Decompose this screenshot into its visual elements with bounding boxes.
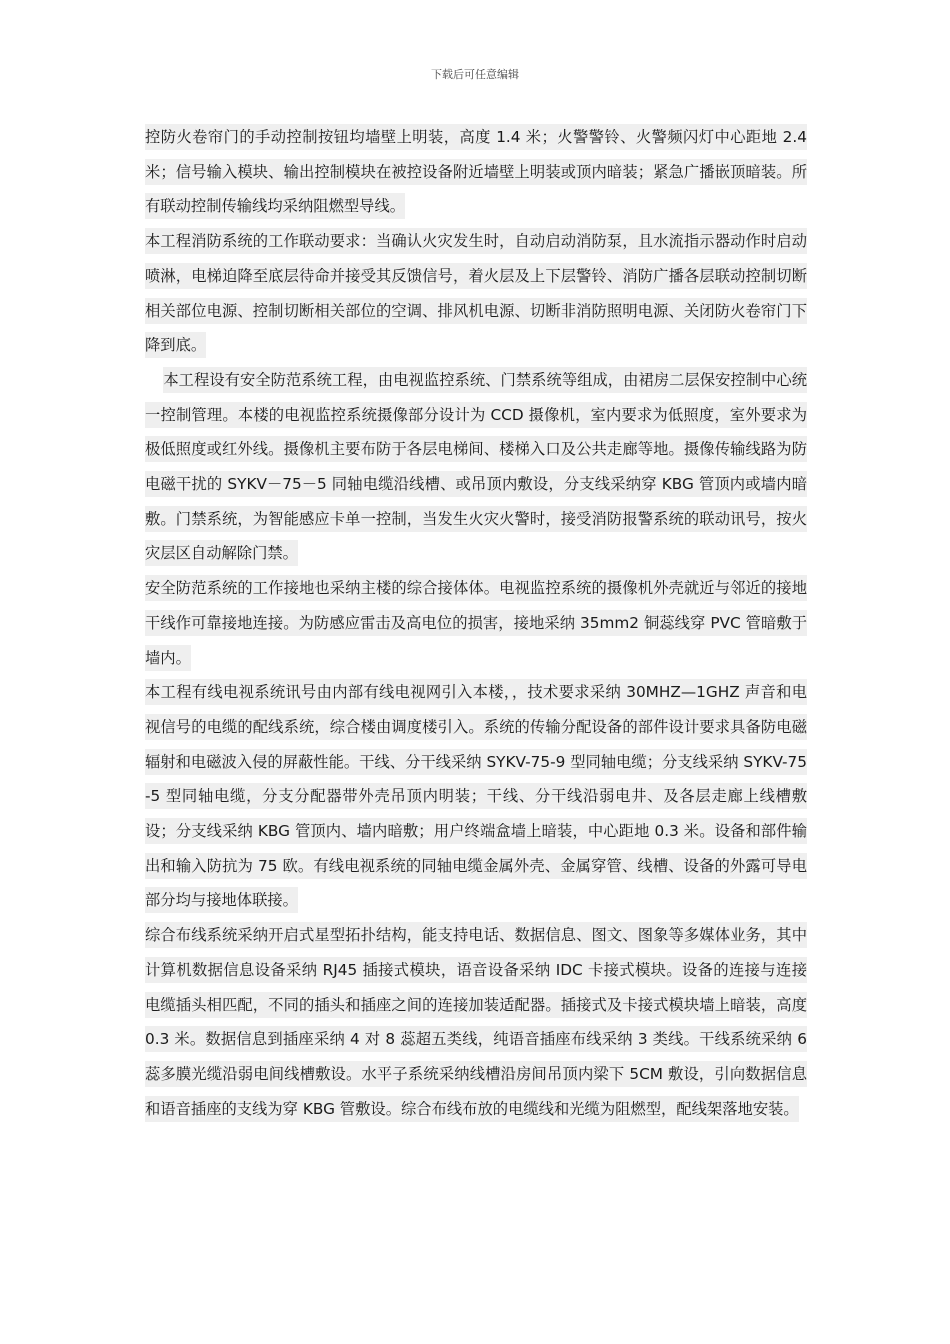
paragraph-structured-cabling: 综合布线系统采纳开启式星型拓扑结构，能支持电话、数据信息、图文、图象等多媒体业务，其中计算机数据信息设备采纳 RJ45 插接式模块，语音设备采纳 IDC 卡接式模块。设备的连接与连接电缆插头相匹配，不同的插头和插座之间的连接加装适配器。插接式及卡接式模块墙上暗装，高度 0.3 米。数据信息到插座采纳 4 对 8 蕊超五类线，纯语音插座布线采纳 3 类线。干线系统采纳 6 蕊多膜光缆沿弱电间线槽敷设。水平子系统采纳线槽沿房间吊顶内梁下 5CM 敷设，引向数据信息和语音插座的支线为穿 KBG 管敷设。综合布线布放的电缆线和光缆为阻燃型，配线架落地安装。 [145, 918, 807, 1126]
paragraph-cable-tv-system: 本工程有线电视系统讯号由内部有线电视网引入本楼，，技术要求采纳 30MHZ—1GHZ 声音和电视信号的电缆的配线系统，综合楼由调度楼引入。系统的传输分配设备的部件设计要求具备防电磁辐射和电磁波入侵的屏蔽性能。干线、分干线采纳 SYKV-75-9 型同轴电缆；分支线采纳 SYKV-75-5 型同轴电缆，分支分配器带外壳吊顶内明装；干线、分干线沿弱电井、及各层走廊上线槽敷设；分支线采纳 KBG 管顶内、墙内暗敷；用户终端盒墙上暗装，中心距地 0.3 米。设备和部件输出和输入防抗为 75 欧。有线电视系统的同轴电缆金属外壳、金属穿管、线槽、设备的外露可导电部分均与接地体联接。 [145, 675, 807, 918]
page-header: 下载后可任意编辑 [431, 68, 519, 81]
paragraph-security-grounding: 安全防范系统的工作接地也采纳主楼的综合接体体。电视监控系统的摄像机外壳就近与邻近的接地干线作可靠接地连接。为防感应雷击及高电位的损害，接地采纳 35mm2 铜蕊线穿 PVC 管暗敷于墙内。 [145, 571, 807, 675]
paragraph-security-system: 本工程设有安全防范系统工程，由电视监控系统、门禁系统等组成，由裙房二层保安控制中心统一控制管理。本楼的电视监控系统摄像部分设计为 CCD 摄像机，室内要求为低照度，室外要求为极低照度或红外线。摄像机主要布防于各层电梯间、楼梯入口及公共走廊等地。摄像传输线路为防电磁干扰的 SYKV－75－5 同轴电缆沿线槽、或吊顶内敷设，分支线采纳穿 KBG 管顶内或墙内暗敷。门禁系统，为智能感应卡单一控制，当发生火灾火警时，接受消防报警系统的联动讯号，按火灾层区自动解除门禁。 [145, 363, 807, 571]
paragraph-fire-control-installation: 控防火卷帘门的手动控制按钮均墙壁上明装，高度 1.4 米；火警警铃、火警频闪灯中心距地 2.4 米；信号输入模块、输出控制模块在被控设备附近墙壁上明装或顶内暗装；紧急广播嵌顶暗装。所有联动控制传输线均采纳阻燃型导线。 [145, 120, 807, 224]
paragraph-fire-linkage-requirements: 本工程消防系统的工作联动要求：当确认火灾发生时，自动启动消防泵，且水流指示器动作时启动喷淋，电梯迫降至底层待命并接受其反馈信号，着火层及上下层警铃、消防广播各层联动控制切断相关部位电源、控制切断相关部位的空调、排风机电源、切断非消防照明电源、关闭防火卷帘门下降到底。 [145, 224, 807, 363]
document-body [145, 120, 807, 1126]
